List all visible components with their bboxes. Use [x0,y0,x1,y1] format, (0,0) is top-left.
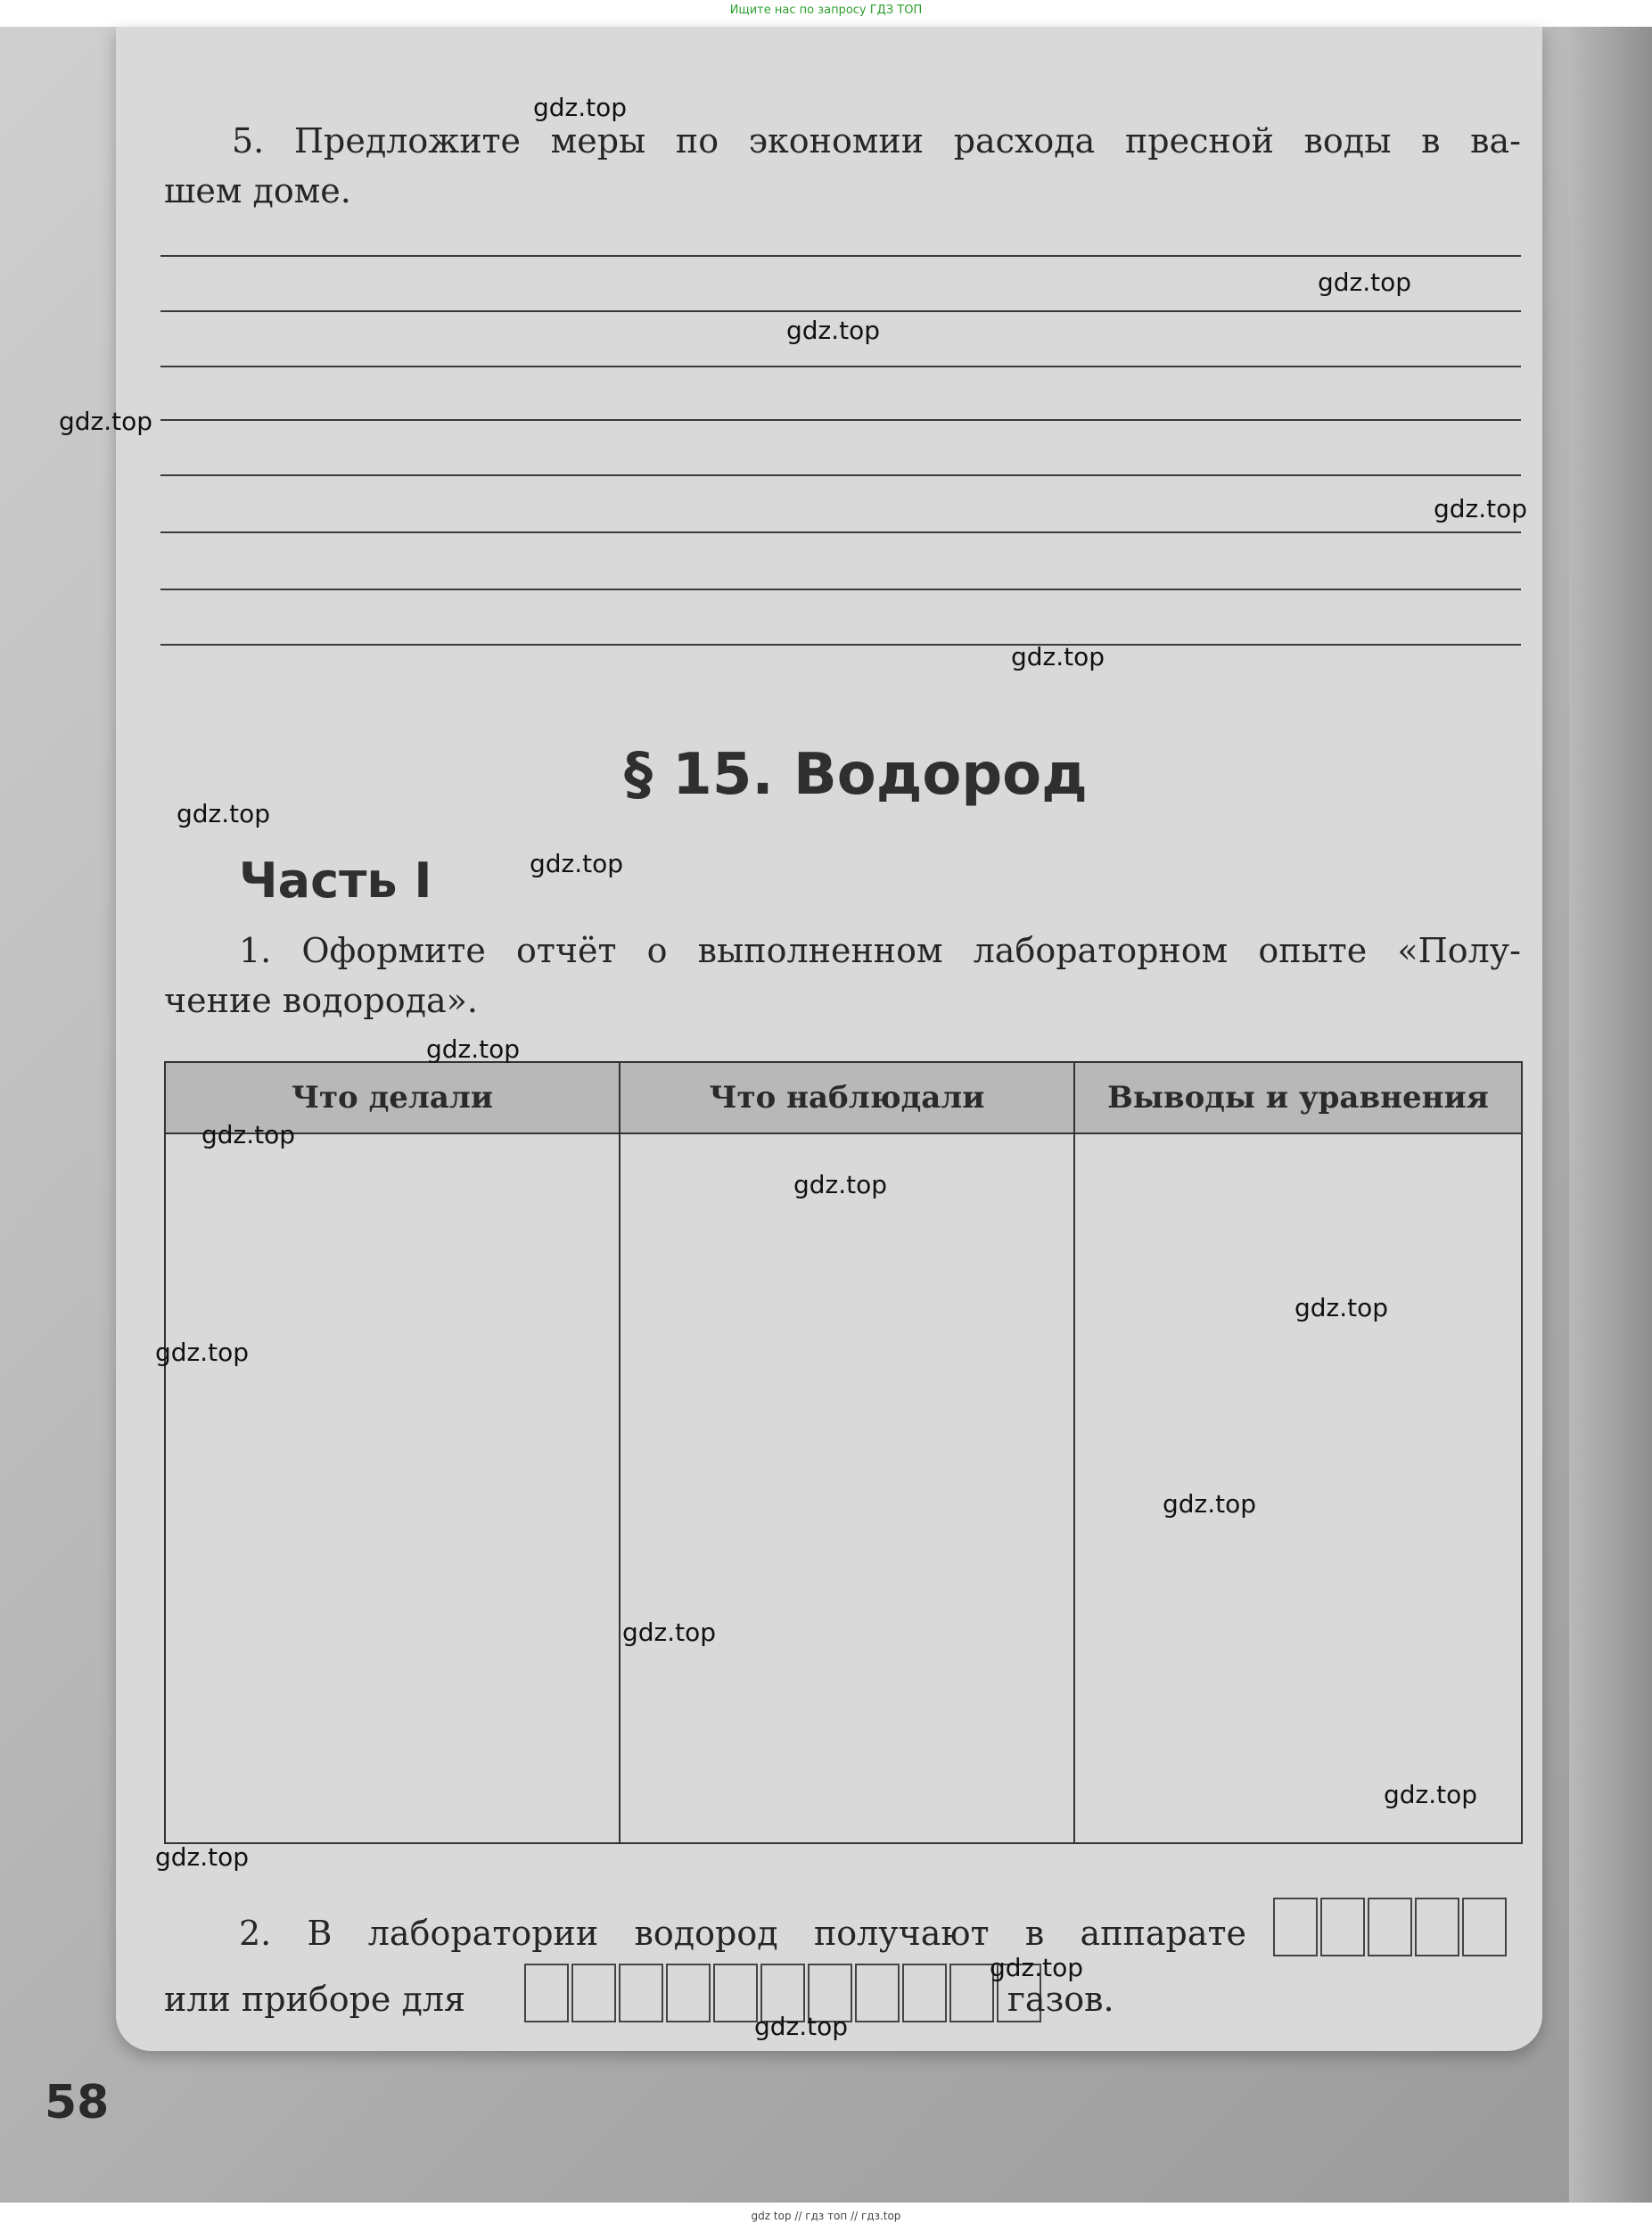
task2-line1: 2. В лаборатории водород получают в аппарате [239,1914,1246,1953]
column-header-conclusions: Выводы и уравнения [1074,1062,1522,1133]
watermark: gdz.top [754,2012,849,2041]
answer-line[interactable] [160,589,1521,590]
watermark: gdz.top [201,1120,296,1149]
task5-line2: шем доме. [164,171,351,210]
watermark: gdz.top [533,93,628,122]
watermark: gdz.top [622,1618,717,1647]
answer-line[interactable] [160,419,1521,421]
answer-cell-conclusions[interactable] [1074,1133,1522,1843]
answer-boxes-apparatus[interactable] [1273,1898,1507,1956]
section-title: § 15. Водород [624,742,1088,808]
answer-line[interactable] [160,366,1521,367]
column-header-what-done: Что делали [165,1062,620,1133]
watermark: gdz.top [1318,268,1412,297]
footer-note[interactable]: gdz top // гдз топ // гдз.top [751,2210,901,2222]
answer-line[interactable] [160,255,1521,257]
letter-box[interactable] [1462,1898,1507,1956]
letter-box[interactable] [855,1964,900,2022]
letter-box[interactable] [666,1964,711,2022]
letter-box[interactable] [902,1964,947,2022]
task1-line1: 1. Оформите отчёт о выполненном лабораторном опыте «Полу- [239,931,1521,970]
letter-box[interactable] [949,1964,994,2022]
letter-box[interactable] [1415,1898,1459,1956]
column-header-observed: Что наблюдали [620,1062,1074,1133]
letter-box[interactable] [1273,1898,1318,1956]
letter-box[interactable] [619,1964,663,2022]
table-header-row [165,1062,1522,1133]
watermark: gdz.top [1294,1293,1389,1322]
watermark: gdz.top [1434,494,1528,523]
header-note[interactable]: Ищите нас по запросу ГДЗ ТОП [729,4,923,17]
page-edge [1569,27,1652,2203]
answer-line[interactable] [160,531,1521,533]
answer-line[interactable] [160,474,1521,476]
watermark: gdz.top [155,1338,250,1367]
watermark: gdz.top [1384,1780,1478,1809]
task5-line1: 5. Предложите меры по экономии расхода пресной воды в ва- [232,121,1521,161]
watermark: gdz.top [1011,642,1105,671]
watermark: gdz.top [990,1953,1084,1982]
watermark: gdz.top [426,1034,521,1064]
watermark: gdz.top [793,1170,888,1199]
answer-line[interactable] [160,644,1521,646]
part-title: Часть I [239,852,432,909]
task2-line2-end: газов. [1007,1980,1114,2019]
watermark: gdz.top [155,1842,250,1872]
letter-box[interactable] [1368,1898,1412,1956]
table-row [165,1133,1522,1843]
letter-box[interactable] [1320,1898,1365,1956]
watermark: gdz.top [786,316,881,345]
task2-line2-start: или приборе для [164,1980,466,2019]
watermark: gdz.top [59,407,153,436]
answer-cell-observed[interactable] [620,1133,1074,1843]
page-number: 58 [45,2076,110,2129]
watermark: gdz.top [530,849,624,878]
letter-box[interactable] [713,1964,758,2022]
watermark: gdz.top [177,799,271,828]
answer-cell-what-done[interactable] [165,1133,620,1843]
letter-box[interactable] [571,1964,616,2022]
answer-line[interactable] [160,310,1521,312]
letter-box[interactable] [524,1964,569,2022]
watermark: gdz.top [1163,1489,1257,1519]
task1-line2: чение водорода». [164,981,478,1020]
